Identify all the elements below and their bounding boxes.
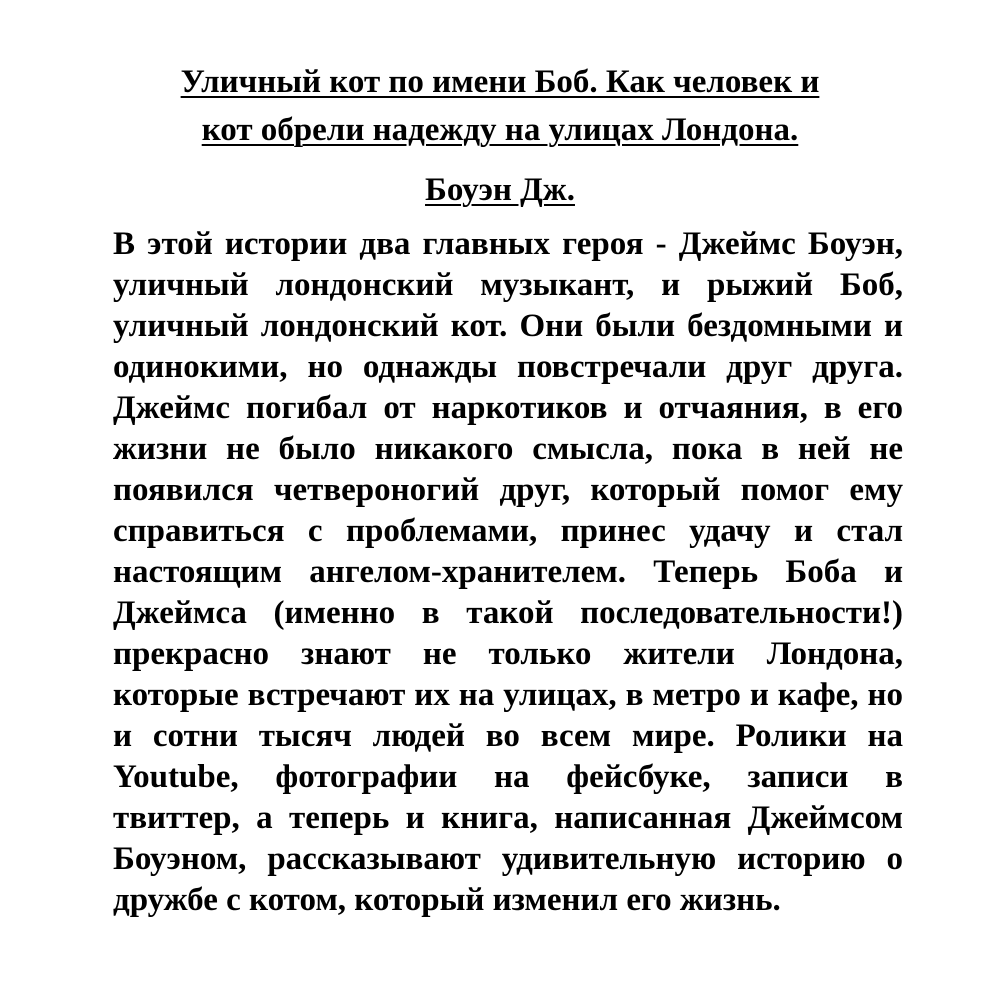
description-line: Джеймс погибал от наркотиков и отчаяния, в его: [113, 390, 903, 426]
description-line: справиться с проблемами, принес удачу и стал: [113, 513, 903, 549]
description-line: уличный лондонский музыкант, и рыжий Боб,: [113, 267, 903, 303]
book-description: [113, 224, 903, 921]
description-line: которые встречают их на улицах, в метро и кафе, но: [113, 677, 903, 713]
description-line: появился четвероногий друг, который помог ему: [113, 472, 903, 508]
book-title-line-1: Уличный кот по имени Боб. Как человек и: [180, 64, 820, 100]
description-line: жизни не было никакого смысла, пока в ней не: [113, 431, 903, 467]
book-title-line-2: кот обрели надежду на улицах Лондона.: [201, 112, 799, 148]
description-line: уличный лондонский кот. Они были бездомными и: [113, 308, 903, 344]
description-line: и сотни тысяч людей во всем мире. Ролики на: [113, 718, 903, 754]
description-line: настоящим ангелом-хранителем. Теперь Боба и: [113, 554, 903, 590]
description-line: Джеймса (именно в такой последовательности!): [113, 595, 903, 631]
book-title: [100, 58, 900, 154]
description-line-last: дружбе с котом, который изменил его жизнь.: [113, 882, 781, 918]
book-author: Боуэн Дж.: [425, 172, 575, 208]
description-line: одинокими, но однажды повстречали друг друга.: [113, 349, 903, 385]
description-line: прекрасно знают не только жители Лондона,: [113, 636, 903, 672]
description-line: твиттер, а теперь и книга, написанная Джеймсом: [113, 800, 903, 836]
description-line: Youtube, фотографии на фейсбуке, записи в: [113, 759, 903, 795]
description-line: В этой истории два главных героя - Джеймс Боуэн,: [113, 226, 903, 262]
description-line: Боуэном, рассказывают удивительную историю о: [113, 841, 903, 877]
